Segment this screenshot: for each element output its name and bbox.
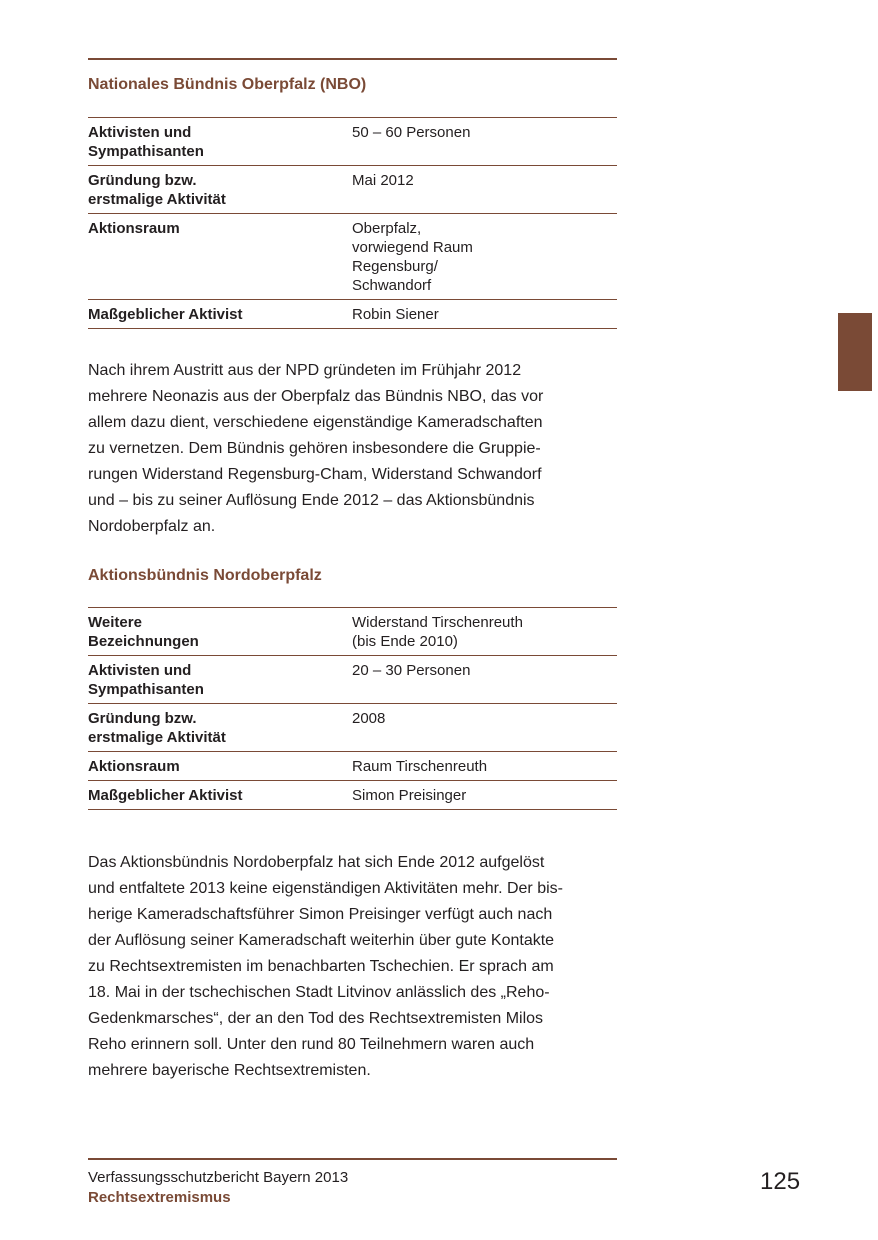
table-row: [88, 166, 617, 214]
table-row: [88, 781, 617, 810]
row-label: Aktionsraum: [88, 752, 352, 781]
row-value: 2008: [352, 704, 617, 752]
top-rule: [88, 58, 617, 60]
row-value: Mai 2012: [352, 166, 617, 214]
table-row: [88, 752, 617, 781]
row-value: Widerstand Tirschenreuth (bis Ende 2010): [352, 608, 617, 656]
paragraph-aktionsbuendnis: Das Aktionsbündnis Nordoberpfalz hat sich Ende 2012 aufgelöst und entfaltete 2013 keine eigenständigen Aktivitäten mehr. Der bis- herige Kameradschaftsführer Simon Preisinger verfügt auch nach der Auflösung seiner Kameradschaft weiterhin über gute Kontakte zu Rechtsextremisten im benachbarten Tschechien. Er sprach am 18. Mai in der tschechischen Stadt Litvinov anlässlich des „Reho- Gedenkmarsches“, der an den Tod des Rechtsextremisten Milos Reho erinnern soll. Unter den rund 80 Teilnehmern waren auch mehrere bayerische Rechtsextremisten.: [88, 854, 563, 1079]
row-value: Robin Siener: [352, 300, 617, 329]
row-value: 20 – 30 Personen: [352, 656, 617, 704]
row-value: Simon Preisinger: [352, 781, 617, 810]
row-label: Maßgeblicher Aktivist: [88, 781, 352, 810]
table-row: [88, 214, 617, 300]
row-label: Aktivisten und Sympathisanten: [88, 118, 352, 166]
footer-rule: [88, 1158, 617, 1160]
row-value: 50 – 60 Personen: [352, 118, 617, 166]
profile-table-aktionsbuendnis: [88, 607, 617, 810]
profile-table-nbo: [88, 117, 617, 329]
section-title-nbo: Nationales Bündnis Oberpfalz (NBO): [88, 76, 367, 93]
paragraph-nbo: Nach ihrem Austritt aus der NPD gründeten im Frühjahr 2012 mehrere Neonazis aus der Oberpfalz das Bündnis NBO, das vor allem dazu dient, verschiedene eigenständige Kameradschaften zu vernetzen. Dem Bündnis gehören insbesondere die Gruppie- rungen Widerstand Regensburg-Cham, Widerstand Schwandorf und – bis zu seiner Auflösung Ende 2012 – das Aktionsbündnis Nordoberpfalz an.: [88, 362, 544, 535]
footer-publication-title: Verfassungsschutzbericht Bayern 2013: [88, 1169, 349, 1186]
row-value: Oberpfalz, vorwiegend Raum Regensburg/ Schwandorf: [352, 214, 617, 300]
row-label: Aktivisten und Sympathisanten: [88, 656, 352, 704]
row-label: Gründung bzw. erstmalige Aktivität: [88, 166, 352, 214]
section-title-aktionsbuendnis: Aktionsbündnis Nordoberpfalz: [88, 567, 322, 584]
table-row: [88, 704, 617, 752]
table-row: [88, 656, 617, 704]
row-value: Raum Tirschenreuth: [352, 752, 617, 781]
table-row: [88, 300, 617, 329]
table-row: [88, 118, 617, 166]
row-label: Aktionsraum: [88, 214, 352, 300]
row-label: Weitere Bezeichnungen: [88, 608, 352, 656]
page-number: 125: [760, 1168, 801, 1195]
table-row: [88, 608, 617, 656]
row-label: Gründung bzw. erstmalige Aktivität: [88, 704, 352, 752]
chapter-tab-marker: [838, 313, 872, 391]
row-label: Maßgeblicher Aktivist: [88, 300, 352, 329]
footer-section-name: Rechtsextremismus: [88, 1189, 231, 1206]
